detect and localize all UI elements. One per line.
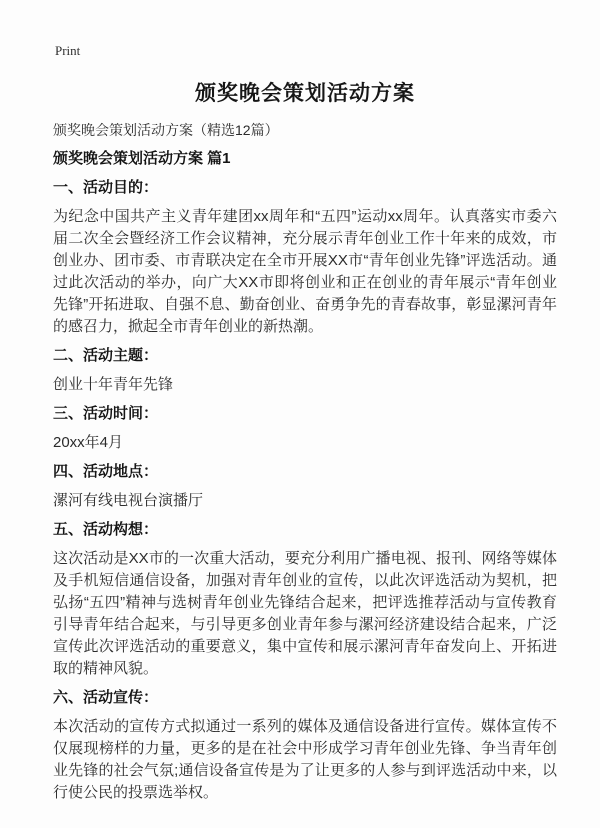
document-subtitle: 颁奖晚会策划活动方案（精选12篇） [53,122,279,138]
section-venue [53,461,557,512]
section-purpose-paragraph: 为纪念中国共产主义青年建团xx周年和“五四”运动xx周年。认真落实市委六届二次全会暨经济工作会议精神，充分展示青年创业工作十年来的成效，市创业办、团市委、市青联决定在全市开展XX市“青年创业先锋”评选活动。通过此次活动的举办，向广大XX市即将创业和正在创业的青年展示“青年创业先锋”开拓进取、自强不息、勤奋创业、奋勇争先的青春故事，彰显漯河青年的感召力，掀起全市青年创业的新热潮。 [53,208,557,335]
section-publicity [53,687,557,804]
section-theme-paragraph: 创业十年青年先锋 [53,376,174,393]
section-time-paragraph: 20xx年4月 [53,434,124,451]
section-concept [53,519,557,680]
section-time [53,403,557,454]
section-theme [53,345,557,396]
section-venue-heading: 四、活动地点： [53,463,159,480]
section-time-heading: 三、活动时间： [53,405,159,422]
document-title: 颁奖晚会策划活动方案 [195,82,415,105]
article-heading: 颁奖晚会策划活动方案 篇1 [53,150,231,167]
section-concept-heading: 五、活动构想： [53,521,159,538]
section-venue-paragraph: 漯河有线电视台演播厅 [53,492,204,509]
section-concept-paragraph: 这次活动是XX市的一次重大活动，要充分利用广播电视、报刊、网络等媒体及手机短信通信设备，加强对青年创业的宣传，以此次评选活动为契机，把弘扬“五四”精神与选树青年创业先锋结合起来，把评选推荐活动与宣传教育引导青年结合起来，与引导更多创业青年参与漯河经济建设结合起来，广泛宣传此次评选活动的重要意义，集中宣传和展示漯河青年奋发向上、开拓进取的精神风貌。 [53,550,557,677]
section-publicity-heading: 六、活动宣传： [53,689,159,706]
section-purpose-heading: 一、活动目的： [53,179,159,196]
section-theme-heading: 二、活动主题： [53,347,159,364]
section-publicity-paragraph: 本次活动的宣传方式拟通过一系列的媒体及通信设备进行宣传。媒体宣传不仅展现榜样的力量，更多的是在社会中形成学习青年创业先锋、争当青年创业先锋的社会气氛;通信设备宣传是为了让更多的人参与到评选活动中来，以行使公民的投票选举权。 [53,718,557,801]
section-purpose [53,177,557,338]
print-button[interactable]: Print [55,43,81,58]
